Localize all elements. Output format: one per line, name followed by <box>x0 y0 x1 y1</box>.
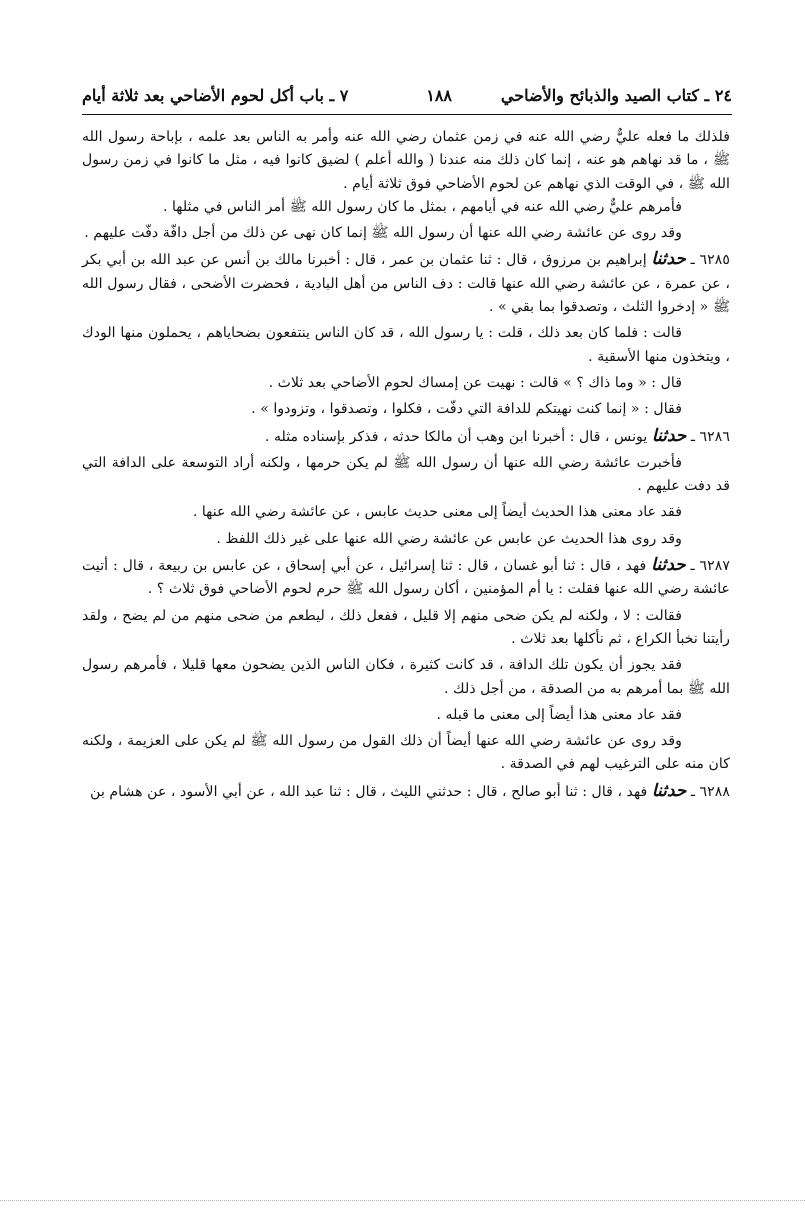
paragraph: وقد روى عن عائشة رضي الله عنها أيضاً أن ذلك القول من رسول الله ﷺ لم يكن على العزيمة ، ولكنه كان منه على الترغيب لهم في الصدقة . <box>82 733 730 773</box>
paragraph: فأمرهم عليٌّ رضي الله عنه في أيامهم ، بمثل ما كان رسول الله ﷺ أمر الناس في مثلها . <box>162 198 682 215</box>
paragraph: فقد يجوز أن يكون تلك الدافة ، قد كانت كثيرة ، فكان الناس الذين يضحون معها قليلا ، فأمرهم رسول الله ﷺ بما أمرهم به من الصدقة ، من أجل ذلك . <box>82 657 730 697</box>
paragraph: وقد روى عن عائشة رضي الله عنها أن رسول الله ﷺ إنما كان نهى عن ذلك من أجل دافّة دفّت عليهم . <box>84 225 682 242</box>
chapter-title: ٢٤ ـ كتاب الصيد والذبائح والأضاحي <box>500 86 732 105</box>
paragraph: فأخبرت عائشة رضي الله عنها أن رسول الله ﷺ لم يكن حرمها ، ولكنه أراد التوسعة على الدافة التي قد دفت عليهم . <box>82 454 730 495</box>
hadith-text: إبراهيم بن مرزوق ، قال : ثنا عثمان بن عمر ، قال : أخبرنا مالك بن أنس عن عبد الله بن أبي بكر ، عن عمرة ، عن عائشة رضي الله عنها قالت : دف الناس من أهل البادية ، فحضرت الأضحى ، فقال رسول الله ﷺ « إدخروا الثلث ، وتصدقوا بما بقي » . <box>82 252 730 316</box>
haddathana-label: حدثنا <box>651 425 687 446</box>
page-number: ١٨٨ <box>426 86 452 105</box>
hadith-text: فهد ، قال : ثنا أبو غسان ، قال : ثنا إسرائيل ، عن أبي إسحاق ، عن عابس بن ربيعة ، قال : أتيت عائشة رضي الله عنها فقلت : يا أم المؤمنين ، أكان رسول الله ﷺ حرم لحوم الأضاحي فوق ثلاث ؟ . <box>82 558 730 598</box>
haddathana-label: حدثنا <box>651 555 686 576</box>
page-bottom-edge <box>0 1200 805 1201</box>
hadith-6286 <box>82 425 730 449</box>
haddathana-label: حدثنا <box>651 780 687 801</box>
page-header <box>82 86 732 114</box>
paragraph: فقال : « إنما كنت نهيتكم للدافة التي دفّت ، فكلوا ، وتصدقوا ، وتزودوا » . <box>251 401 682 418</box>
haddathana-label: حدثنا <box>651 249 686 270</box>
hadith-text: فهد ، قال : ثنا أبو صالح ، قال : حدثني الليث ، قال : ثنا عبد الله ، عن أبي الأسود ، عن هشام بن <box>90 783 648 800</box>
hadith-number: ٦٢٨٦ ـ <box>690 428 730 445</box>
paragraph: وقد روى هذا الحديث عن عابس عن عائشة رضي الله عنها على غير ذلك اللفظ . <box>216 530 682 547</box>
paragraph: فلذلك ما فعله عليٌّ رضي الله عنه في زمن عثمان رضي الله عنه وأمر به الناس بعد علمه ، بإباحة رسول الله ﷺ ، ما قد نهاهم هو عنه ، إنما كان ذلك منه عندنا ( والله أعلم ) لضيق كانوا فيه ، مثل ما كانوا في زمن رسول الله ﷺ ، في الوقت الذي نهاهم عن لحوم الأضاحي فوق ثلاثة أيام . <box>82 129 731 192</box>
hadith-number: ٦٢٨٨ ـ <box>690 783 730 800</box>
hadith-6288 <box>82 780 730 804</box>
hadith-6287 <box>82 554 730 602</box>
page-body <box>82 126 730 807</box>
hadith-6285 <box>82 248 730 319</box>
paragraph: قال : « وما ذاك ؟ » قالت : نهيت عن إمساك لحوم الأضاحي بعد ثلاث . <box>268 374 682 391</box>
paragraph: فقد عاد معنى هذا الحديث أيضاً إلى معنى حديث عابس ، عن عائشة رضي الله عنها . <box>192 504 682 521</box>
paragraph: فقالت : لا ، ولكنه لم يكن ضحى منهم إلا قليل ، ففعل ذلك ، ليطعم من ضحى منهم من لم يضح ، ولقد رأيتنا نخبأ الكراع ، ثم نأكلها بعد ثلاث . <box>82 607 730 647</box>
hadith-text: يونس ، قال : أخبرنا ابن وهب أن مالكا حدثه ، فذكر بإسناده مثله . <box>264 428 648 445</box>
header-divider <box>82 114 732 115</box>
hadith-number: ٦٢٨٥ ـ <box>690 252 730 269</box>
section-title: ٧ ـ باب أكل لحوم الأضاحي بعد ثلاثة أيام <box>82 86 349 105</box>
paragraph: فقد عاد معنى هذا أيضاً إلى معنى ما قبله . <box>436 706 682 723</box>
paragraph: قالت : فلما كان بعد ذلك ، قلت : يا رسول الله ، قد كان الناس ينتفعون بضحاياهم ، يحملون منها الودك ، ويتخذون منها الأسقية . <box>82 325 730 365</box>
hadith-number: ٦٢٨٧ ـ <box>690 558 730 575</box>
